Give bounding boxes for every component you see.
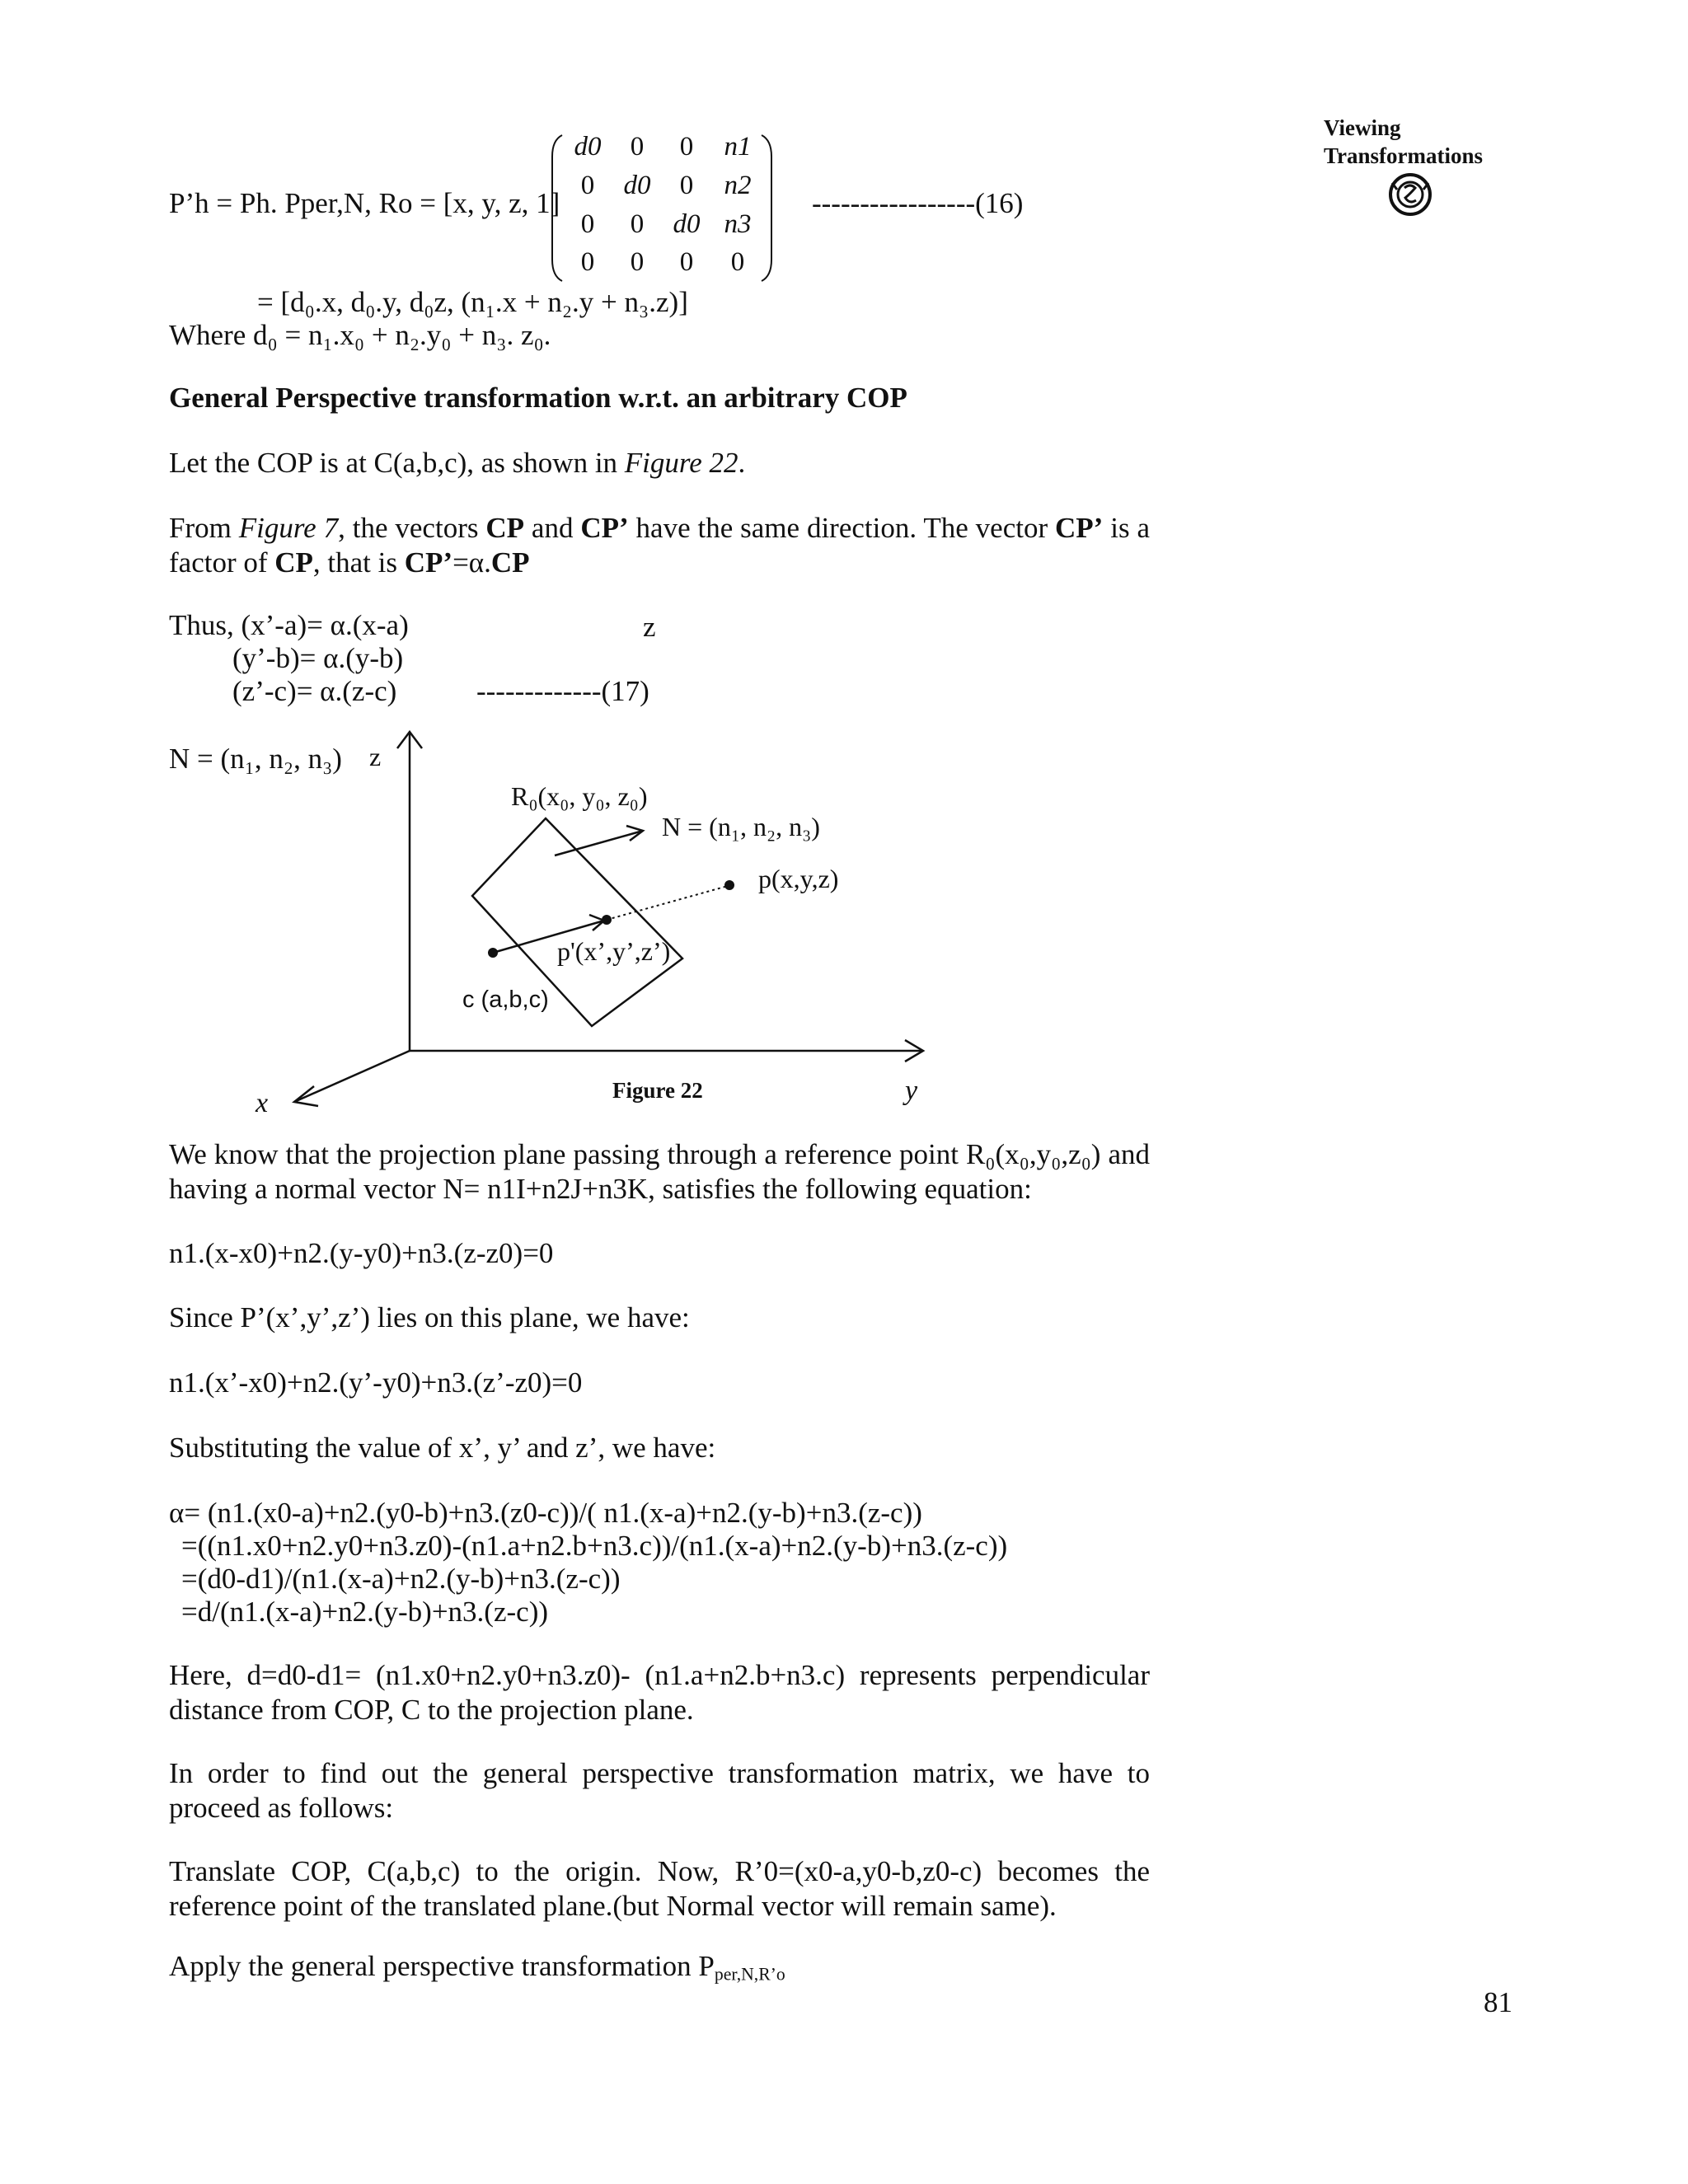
normal-vector-arrow <box>555 831 643 855</box>
figure-p-prime-label: p'(x’,y’,z’) <box>557 936 671 966</box>
figure-c-label: c (a,b,c) <box>462 987 549 1013</box>
figure-r0-label: R₀(x₀, y₀, z₀) <box>511 781 648 811</box>
where-d0-definition: Where d₀ = n₁.x₀ + n₂.y₀ + n₃. z₀. <box>169 319 551 351</box>
eq16-lhs: P’h = Ph. Pper,N, Ro = [x, y, z, 1] <box>169 187 560 219</box>
figure-y-axis-label: y <box>905 1076 918 1106</box>
eq17-line1: Thus, (x’-a)= α.(x-a) <box>169 609 409 641</box>
matrix-cell: 0 <box>580 171 595 200</box>
eq17-z-label: z <box>643 611 656 643</box>
point-p <box>724 880 734 890</box>
point-p-prime <box>602 915 612 925</box>
matrix-cell: d0 <box>673 209 701 239</box>
x-axis-line <box>294 1051 410 1102</box>
paragraph-cop-location: Let the COP is at C(a,b,c), as shown in Figure 22. <box>169 447 746 479</box>
matrix-cell: 0 <box>679 247 694 277</box>
paragraph-distance-d: Here, d=d0-d1= (n1.x0+n2.y0+n3.z0)- (n1.a+n2.b+n3.c) represents perpendicular distance from COP, C to the projection plane. <box>169 1659 1150 1726</box>
matrix-cell: n3 <box>724 209 752 239</box>
paragraph-apply-transformation: Apply the general perspective transformation $P_{per,N,R’o}$ <box>169 1950 785 1985</box>
matrix-cell: 0 <box>630 209 645 239</box>
matrix-cell: 0 <box>679 171 694 200</box>
matrix-cell: 0 <box>630 247 645 277</box>
plane-equation: n1.(x-x0)+n2.(y-y0)+n3.(z-z0)=0 <box>169 1237 554 1269</box>
paragraph-p-prime-on-plane: Since P’(x’,y’,z’) lies on this plane, we have: <box>169 1301 690 1333</box>
normal-vector-definition: N = (n₁, n₂, n₃) <box>169 743 342 775</box>
figure-caption: Figure 22 <box>612 1078 703 1103</box>
page-number: 81 <box>1484 1986 1512 2018</box>
paragraph-substituting: Substituting the value of x’, y’ and z’, we have: <box>169 1432 716 1464</box>
matrix-cell: 0 <box>580 247 595 277</box>
figure-22-reference: Figure 22 <box>624 447 738 479</box>
matrix-cell: d0 <box>623 171 651 200</box>
point-c <box>488 948 498 958</box>
eq17-line3: (z’-c)= α.(z-c) <box>232 675 397 707</box>
paragraph-vectors: From Figure 7, the vectors CP and CP’ have the same direction. The vector CP’ is a factor of CP, that is CP’=α.CP <box>169 512 1150 579</box>
eq17-number: -------------(17) <box>476 675 649 707</box>
alpha-line2: =((n1.x0+n2.y0+n3.z0)-(n1.a+n2.b+n3.c))/(n1.(x-a)+n2.(y-b)+n3.(z-c)) <box>181 1530 1008 1562</box>
figure-z-axis-label: z <box>369 742 382 771</box>
sidebar-title-line1: Viewing <box>1324 115 1401 140</box>
matrix-cell: 0 <box>580 209 595 239</box>
eq16-result: = [d₀.x, d₀.y, d₀z, (n₁.x + n₂.y + n₃.z)] <box>257 286 688 318</box>
section-heading: General Perspective transformation w.r.t. an arbitrary COP <box>169 382 907 414</box>
alpha-line3: =(d0-d1)/(n1.(x-a)+n2.(y-b)+n3.(z-c)) <box>181 1563 621 1595</box>
sidebar-title-line2: Transformations <box>1324 143 1483 168</box>
figure-p-label: p(x,y,z) <box>758 864 839 893</box>
matrix-cell: 0 <box>630 132 645 162</box>
matrix-cell: 0 <box>730 247 745 277</box>
figure-normal-label: N = (n₁, n₂, n₃) <box>662 812 820 841</box>
eq17-line2: (y’-b)= α.(y-b) <box>232 642 404 674</box>
alpha-line4: =d/(n1.(x-a)+n2.(y-b)+n3.(z-c)) <box>181 1596 549 1628</box>
eq16-number: -----------------(16) <box>812 187 1024 219</box>
paragraph-plane-equation-intro: We know that the projection plane passing through a reference point R₀(x₀,y₀,z₀) and having a normal vector N= n1I+n2J+n3K, satisfies the following equation: <box>169 1138 1150 1205</box>
matrix-cell: n2 <box>724 171 752 200</box>
figure-x-axis-label: x <box>256 1088 269 1118</box>
paragraph-translate-cop: Translate COP, C(a,b,c) to the origin. Now, R’0=(x0-a,y0-b,z0-c) becomes the reference point of the translated plane.(but Normal vector will remain same). <box>169 1855 1150 1922</box>
figure-7-reference: Figure 7 <box>238 512 339 544</box>
projector-dotted-line <box>607 886 728 920</box>
alpha-line1: α= (n1.(x0-a)+n2.(y0-b)+n3.(z0-c))/( n1.(x-a)+n2.(y-b)+n3.(z-c)) <box>169 1497 922 1529</box>
paragraph-general-matrix: In order to find out the general perspective transformation matrix, we have to proceed as follows: <box>169 1757 1150 1824</box>
matrix-cell: 0 <box>679 132 694 162</box>
plane-equation-p-prime: n1.(x’-x0)+n2.(y’-y0)+n3.(z’-z0)=0 <box>169 1366 583 1399</box>
matrix-cell: n1 <box>724 132 752 162</box>
matrix-cell: d0 <box>574 132 602 162</box>
